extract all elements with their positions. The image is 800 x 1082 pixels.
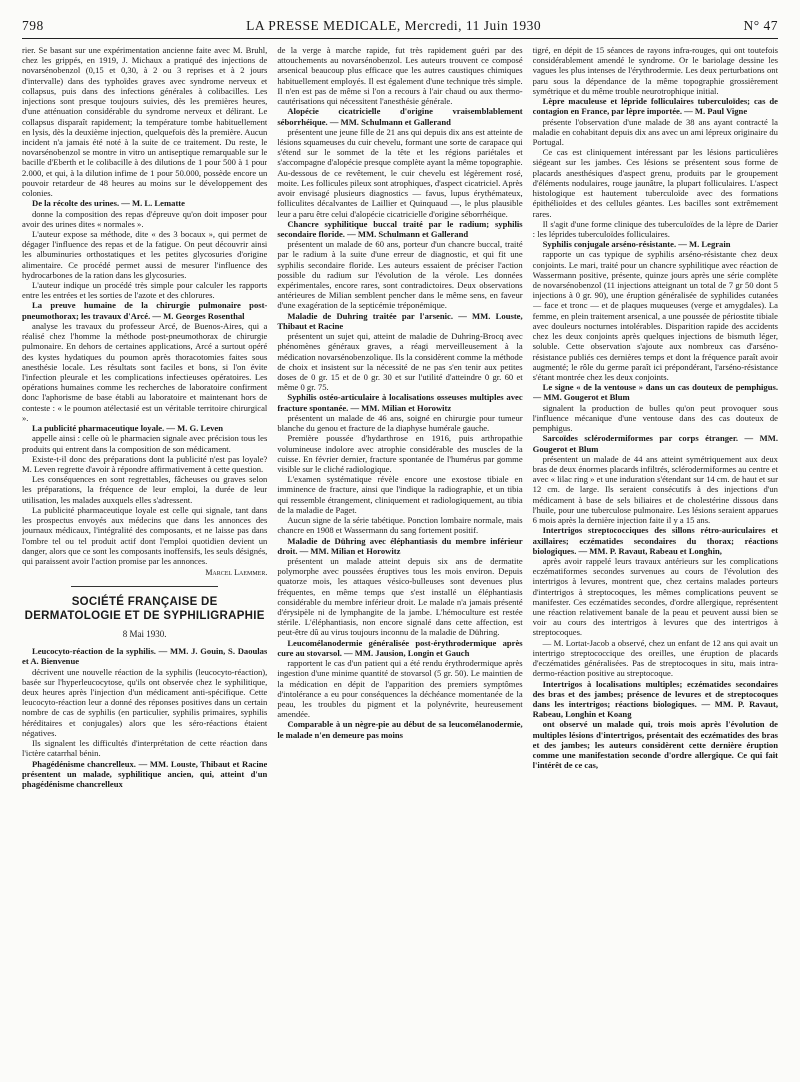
- paragraph: décrivent une nouvelle réaction de la syphilis (leucocyto-réaction), basée sur l'hyperleucocytose, qu'ils ont observée chez le syphilitique, deux heures après l'injection d'un médicament anti-spécifique. Cette leucocyto-réaction leur a donné des réponses positives dans un certain nombre de cas de syphilis (en particulier, syphilis primaires, syphilis héréditaires et conjugales) alors que les séro-réactions étaient négatives.: [22, 666, 268, 738]
- article-heading: Maladie de Duhring traitée par l'arsenic. — MM. Louste, Thibaut et Racine: [277, 310, 523, 331]
- article-heading: Intertrigos à localisations multiples; eczématides secondaires des bras et des jambes; présence de levures et de streptocoques dans les intertrigos; réactions biologiques. — MM. P. Ravaut, Rabeau, Longhin et Koang: [532, 678, 778, 720]
- article-heading: De la récolte des urines. — M. L. Lematte: [32, 198, 185, 209]
- paragraph: Existe-t-il donc des préparations dont la publicité n'est pas loyale? M. Leven regrette d'avoir à répondre affirmativement à cette question.: [22, 453, 268, 474]
- article-heading: Maladie de Dühring avec éléphantiasis du membre inférieur droit. — MM. Milian et Horowitz: [277, 535, 523, 556]
- session-date: 8 Mai 1930.: [122, 629, 167, 640]
- paragraph: rier. Se basant sur une expérimentation ancienne faite avec M. Bruhl, chez les grippés, en 1919, J. Michaux a pratiqué des injections de novarsénobenzol (0,15 et 0,30, à 2 ou 3 reprises et à 2 jours d'intervalle) dans des typhoïdes graves avec syndrome nerveux et collapsus, puis dans des infections générales à colibacilles. Les injections sont presque toujours suivies, dès les premières heures, d'une atténuation considérable du syndrome nerveux et délirant. Le collapsus disparaît rapidement; la température tombe habituellement en lysis, dès la deuxième injection, quelquefois dès la première. Aucun incident n'a jamais été noté à la suite de ce traitement. Du reste, le novarsénobenzol se montre in vitro un antiseptique remarquable sur le bacille d'Eberth et le colibacille à des dilutions de 1 pour 500 à 1 pour 2.000, et qui, à la dilution infime de 1 pour 50.000, possède encore un pouvoir retardeur de 48 heures au moins sur le développement des colonies.: [22, 45, 268, 199]
- column-middle: [277, 45, 522, 1075]
- paragraph: rapporte un cas typique de syphilis arséno-résistante chez deux conjoints. Le mari, traité pour un chancre syphilitique avec réaction de Wassermann positive, présente, quinze jours après une série complète de novarsénobenzol (11 injections atteignant un total de 7 gr 50 dont 5 injections à 0 gr. 90), une éruption généralisée de syphilides cutanées — face et tronc — et de plaques muqueuses (verge et amygdales). La femme, en plein traitement arsenical, a une poussée de périostite tibiale avec douleurs nocturnes intolérables. Disparition rapide des accidents chez les deux conjoints après quelques injections de bismuth léger, soluble. Cette observation s'ajoute aux nombreux cas d'arséno-résistance publiés ces dernières temps et dont la fréquence paraît avoir augmenté; le rôle du germe paraît ici prépondérant, l'arséno-résistance s'étant montrée chez les deux conjoints.: [532, 249, 778, 382]
- paragraph: Première poussée d'hydarthrose en 1916, puis arthropathie volumineuse indolore avec atrophie considérable des muscles de la cuisse. En février dernier, fracture spontanée de l'humérus par gomme visible sur le cliché radiologique.: [277, 433, 523, 474]
- paragraph: L'auteur expose sa méthode, dite « des 3 bocaux », qui permet de dégager l'influence des repas et de la fatigue. On peut découvrir ainsi les albuminuries orthostatiques et les petites glycosuries d'origine alimentaire. Ce procédé permet aussi de mesurer l'influence des hydrocarbones de la ration dans les glycosuries.: [22, 228, 268, 280]
- signature: Marcel Laemmer.: [205, 568, 268, 578]
- paragraph: présente l'observation d'une malade de 38 ans ayant contracté la maladie en cohabitant depuis dix ans avec un ami lépreux originaire du Portugal.: [532, 116, 778, 147]
- paragraph: La publicité pharmaceutique loyale est celle qui signale, tant dans les prospectus envoyés aux médecins que dans les annonces des journaux médicaux, l'intégralité des composants, et ne laisse pas dans l'ombre tel ou tel produit actif dont l'emploi quotidien devient un danger, alors que ce sont les composants inoffensifs, les seuls désignés, qui paraissent avoir l'action promise par les annonces.: [22, 504, 268, 566]
- publication-title: LA PRESSE MEDICALE, Mercredi, 11 Juin 1930: [246, 18, 542, 33]
- column-right: [533, 45, 778, 1075]
- paragraph: L'auteur indique un procédé très simple pour calculer les rapports entre les entrées et les sorties de l'azote et des chlorures.: [22, 280, 268, 301]
- paragraph: donne la composition des repas d'épreuve qu'on doit imposer pour avoir des urines dites « normales ».: [22, 208, 268, 229]
- paragraph: présentent un malade de 44 ans atteint symétriquement aux deux bras de deux énormes placards infiltrés, sclérodermiformes au centre et avec « lilac ring » et une induration s'étendant sur 14 cm. de haut et sur 12 cm. de large. Ils seraient consécutifs à des injections d'un médicament à base de sels biliaires et de cholestérine dissous dans l'huile, pour une tuberculose pulmonaire. Les lésions seraient apparues 6 mois après la dernière injection faite il y a 15 ans.: [532, 453, 778, 526]
- society-heading: SOCIÉTÉ FRANÇAISE DE DERMATOLOGIE ET DE SYPHILIGRAPHIE: [24, 595, 265, 623]
- paragraph: Les conséquences en sont regrettables, fâcheuses ou graves selon les préparations, la fréquence de leur emploi, la durée de leur utilisation, les malades auxquels elles s'adressent.: [22, 474, 268, 505]
- text-columns: [22, 45, 778, 1075]
- article-heading: Syphilis ostéo-articulaire à localisations osseuses multiples avec fracture spontanée. — MM. Milian et Horowitz: [277, 392, 523, 413]
- article-heading: Alopécie cicatricielle d'origine vraisemblablement séborrhéique. — MM. Schulmann et Gallerand: [277, 106, 523, 127]
- article-heading: Phagédénisme chancrelleux. — MM. Louste, Thibaut et Racine présentent un malade, syphilitique ancien, qui, atteint d'un phagédénisme chancrelleux: [22, 758, 268, 789]
- paragraph: Ce cas est cliniquement intéressant par les lésions particulières siégeant sur les jambes. Ces lésions se présentent sous forme de placards anesthésiques d'aspect grenu, produits par le groupement d'éléments nodulaires, rouge jaunâtre, la plupart folliculaires. L'aspect histologique est hautement tuberculoïde avec des formations épithélioïdes et des cellules géantes. Les bacilles sont extrêmement rares.: [532, 147, 778, 219]
- article-heading: La preuve humaine de la chirurgie pulmonaire post-pneumothorax; les travaux d'Arcé. — M. Georges Rosenthal: [22, 300, 268, 321]
- paragraph: tigré, en dépit de 15 séances de rayons infra-rouges, qui ont toutefois considérablement amendé le syndrome. Or le bariolage dessine les vagues les plus intenses de l'érythrodermie. Les deux perturbations ont paru sous la dépendance de la même topographie grossièrement symétrique et du même trouble neurotrophique initial.: [532, 45, 778, 96]
- section-divider: [71, 586, 218, 587]
- paragraph: Comparable à un nègre-pie au début de sa leucomélanodermie, le malade n'en demeure pas moins: [277, 719, 523, 740]
- paragraph: Il s'agit d'une forme clinique des tuberculoïdes de la lèpre de Darier : les léprides tuberculoïdes folliculaires.: [532, 218, 778, 239]
- article-heading: Leucocyto-réaction de la syphilis. — MM. J. Gouin, S. Daoulas et A. Bienvenue: [22, 646, 268, 667]
- article-heading: Lèpre maculeuse et lépride folliculaires tuberculoïdes; cas de contagion en France, par lèpre importée. — M. Paul Vigne: [532, 96, 778, 117]
- paragraph: Ils signalent les difficultés d'interprétation de cette réaction dans l'ictère catarrhal bénin.: [22, 738, 268, 759]
- article-heading: Intertrigos streptococciques des sillons rétro-auriculaires et axillaires; eczématides secondaires du thorax; réactions biologiques. — MM. P. Ravaut, Rabeau et Longhin,: [532, 525, 778, 556]
- article-heading: Le signe « de la ventouse » dans un cas douteux de pemphigus. — MM. Gougerot et Blum: [532, 382, 778, 403]
- paragraph: signalent la production de bulles qu'on peut provoquer sous l'influence mécanique d'une ventouse dans des cas douteux de pemphigus.: [532, 402, 778, 434]
- paragraph: présentent un malade de 60 ans, porteur d'un chancre buccal, traité par le radium à la suite d'une erreur de diagnostic, et qui fit une syphilis secondaire floride. Les auteurs essaient de préciser l'action possible du radium sur l'évolution de la vérole. Les données expérimentales, encore rares, sont contradictoires. Deux observations antérieures de Milian semblent pencher dans le même sens, en faveur d'une exagération de la septicémie tréponémique.: [277, 239, 523, 311]
- paragraph: après avoir rappelé leurs travaux antérieurs sur les complications eczématiformes secondes survenues au cours de l'évolution des intertrigos à levures, montrent que, chez certains malades porteurs d'intertrigos à streptocoques, les mêmes complications peuvent se manifester. Ces eczématides secondes, d'ordre allergique, représentent une réaction relativement banale de la peau et peuvent aussi bien se voir au cours des intertrigos à levures que des intertrigos à streptocoques.: [532, 555, 778, 638]
- paragraph: présentent un malade atteint depuis six ans de dermatite polymorphe avec poussées éruptives tous les mois environ. Depuis quatorze mois, les attaques vésico-bulleuses sont devenues plus fréquentes, en même temps que s'est installé un éléphantiasis considérable du membre inférieur droit. Le malade n'a jamais présenté d'érysipèle ni de lymphangite de la jambe. L'hémoculture est restée stérile. L'éléphantiasis, non encore signalé dans cette affection, est peut-être dû au virus toujours inconnu de la maladie de Dühring.: [277, 555, 523, 638]
- paragraph: Aucun signe de la série tabétique. Ponction lombaire normale, mais chancre en 1908 et Wassermann du sang fortement positif.: [277, 515, 523, 536]
- paragraph: — M. Lortat-Jacob a observé, chez un enfant de 12 ans qui avait un intertrigo streptococcique des oreilles, une éruption de placards d'eczématides généralisées. Pas de streptocoques in situ, mais intra-dermo-réaction positive au streptocoque.: [532, 637, 778, 679]
- paragraph: présentent un malade de 46 ans, soigné en chirurgie pour tumeur blanche du genou et fracture de la diaphyse humérale gauche.: [277, 412, 523, 434]
- paragraph: de la verge à marche rapide, fut très rapidement guéri par des attouchements au novarsénobenzol. Les auteurs trouvent ce composé arsenical beaucoup plus efficace que les autres caustiques chimiques habituellement employés. Il est également d'une technique très simple. Il n'en est pas de même si l'on a recours à l'air chaud ou aux thermo-cautérisations qui nécessitent l'anesthésie générale.: [277, 45, 523, 107]
- paragraph: analyse les travaux du professeur Arcé, de Buenos-Aires, qui a réalisé chez l'homme la méthode post-pneumothorax de chirurgie pulmonaire. En dehors de certaines applications, Arcé a surtout opéré des kystes hydatiques du poumon après thoracotomies faites sous anesthésie locale. Les résultats sont faciles et bons, si l'on évite l'infection pleurale et les complications infectieuses opératoires. Les opérations humaines comme les recherches de laboratoire confirment donc l'aphorisme de base établi au laboratoire et maintenant hors de conteste : « le poumon atélectasié est un véritable territoire chirurgical ».: [22, 320, 268, 423]
- paragraph: rapportent le cas d'un patient qui a été rendu érythrodermique après ingestion d'une minime quantité de stovarsol (5 gr. 50). Le maintien de la médication en dépit de l'apparition des premiers symptômes d'intolérance a eu pour conséquences la déchéance momentanée de la peau, les troubles du pigment et la polynévrite, heureusement amendée.: [277, 658, 523, 720]
- column-left: [22, 45, 267, 1075]
- article-heading: Chancre syphilitique buccal traité par le radium; syphilis secondaire floride. — MM. Schulmann et Gallerand: [277, 218, 523, 239]
- article-heading: Leucomélanodermie généralisée post-érythrodermique après cure au stovarsol. — MM. Jausion, Longin et Gauch: [277, 637, 523, 658]
- paragraph: présentent une jeune fille de 21 ans qui depuis dix ans est atteinte de lésions squameuses du cuir chevelu, formant une sorte de carapace qui s'étend sur le sommet de la tête et les régions pariétales et s'accompagne d'alopécie presque complète ayant la même topographie. Au-dessous de ce revêtement, le cuir chevelu est légèrement rosé, moite. Les follicules pileux sont atrophiques, d'aspect cicatriciel. Après avoir envisagé plusieurs diagnostics — favus, lupus érythémateux, folliculites décalvantes de Laillier et Quinquaud —, le plus plausible leur a paru être celui d'alopécie cicatricielle d'origine séborrhéique.: [277, 126, 523, 219]
- article-heading: Sarcoïdes sclérodermiformes par corps étranger. — MM. Gougerot et Blum: [532, 433, 778, 454]
- issue-number: N° 47: [743, 18, 778, 33]
- article-heading: Syphilis conjugale arséno-résistante. — M. Legrain: [542, 239, 731, 250]
- paragraph: L'examen systématique révèle encore une exostose tibiale en imminence de fracture, ainsi que l'indique la radiographie, et un tibia qui ressemble étrangement, cliniquement et radiologiquement, au tibia de la maladie de Paget.: [277, 474, 523, 515]
- paragraph: présentent un sujet qui, atteint de maladie de Duhring-Brocq avec phénomènes généraux graves, a réagi merveilleusement à la médication novarsénobenzolique. Ils la considèrent comme la méthode de choix et insistent sur la nécessité de ne pas s'en tenir aux petites doses de 0 gr. 15 et de 0 gr. 30 et sur l'utilité d'atteindre 0 gr. 60 et même 0 gr. 75.: [277, 331, 523, 393]
- page-number: 798: [22, 18, 44, 33]
- page-header: [22, 0, 778, 39]
- article-heading: La publicité pharmaceutique loyale. — M. G. Leven: [32, 423, 223, 434]
- paragraph: appelle ainsi : celle où le pharmacien signale avec précision tous les produits qui entrent dans la composition de son médicament.: [22, 433, 268, 454]
- paragraph: ont observé un malade qui, trois mois après l'évolution de multiples lésions d'intertrigos, présentait des eczématides des bras et des jambes; les auteurs considèrent cette dernière éruption comme une manifestation seconde d'ordre allergique. Ce qui fait l'intérêt de ce cas,: [532, 719, 778, 771]
